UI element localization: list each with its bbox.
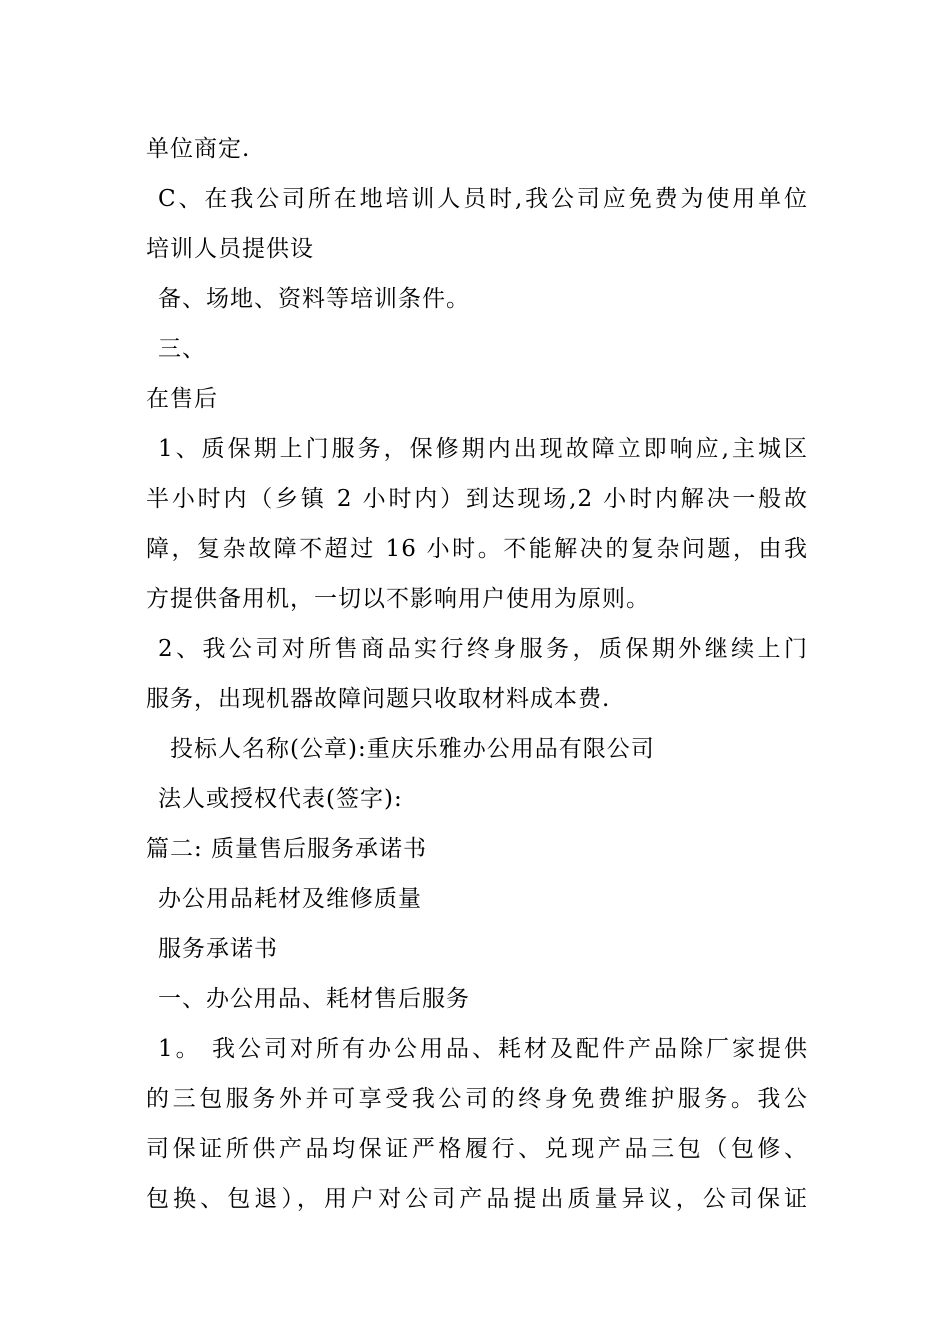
text-line: 备、场地、资料等培训条件。 xyxy=(158,286,470,312)
document-title-line-2: 服务承诺书 xyxy=(158,936,278,962)
text-line: 1、质保期上门服务，保修期内出现故障立即响应,主城区 xyxy=(158,436,808,462)
text-line: 服务，出现机器故障问题只收取材料成本费. xyxy=(146,686,611,712)
text-line: 的三包服务外并可享受我公司的终身免费维护服务。我公 xyxy=(146,1086,808,1112)
section-heading: 三、 xyxy=(158,336,206,362)
section-heading: 在售后 xyxy=(146,386,218,412)
text-line: 障，复杂故障不超过 16 小时。不能解决的复杂问题，由我 xyxy=(146,536,808,562)
text-line: C、在我公司所在地培训人员时,我公司应免费为使用单位 xyxy=(158,186,808,212)
text-line: 包换、包退），用户对公司产品提出质量异议，公司保证 xyxy=(146,1186,808,1212)
text-line: 2、我公司对所售商品实行终身服务，质保期外继续上门 xyxy=(158,636,808,662)
text-line: 司保证所供产品均保证严格履行、兑现产品三包（包修、 xyxy=(146,1136,808,1162)
section-heading: 一、办公用品、耗材售后服务 xyxy=(158,986,470,1012)
signature-line: 法人或授权代表(签字): xyxy=(158,786,403,812)
bidder-name-line: 投标人名称(公章):重庆乐雅办公用品有限公司 xyxy=(170,736,655,762)
document-body xyxy=(146,124,808,1224)
text-line: 培训人员提供设 xyxy=(146,236,314,262)
text-line: 1。 我公司对所有办公用品、耗材及配件产品除厂家提供 xyxy=(158,1036,808,1062)
text-line: 半小时内（乡镇 2 小时内）到达现场,2 小时内解决一般故 xyxy=(146,486,808,512)
chapter-title: 篇二: 质量售后服务承诺书 xyxy=(146,836,428,862)
text-line: 方提供备用机，一切以不影响用户使用为原则。 xyxy=(146,586,650,612)
text-line: 单位商定. xyxy=(146,136,251,162)
document-title-line-1: 办公用品耗材及维修质量 xyxy=(158,886,422,912)
